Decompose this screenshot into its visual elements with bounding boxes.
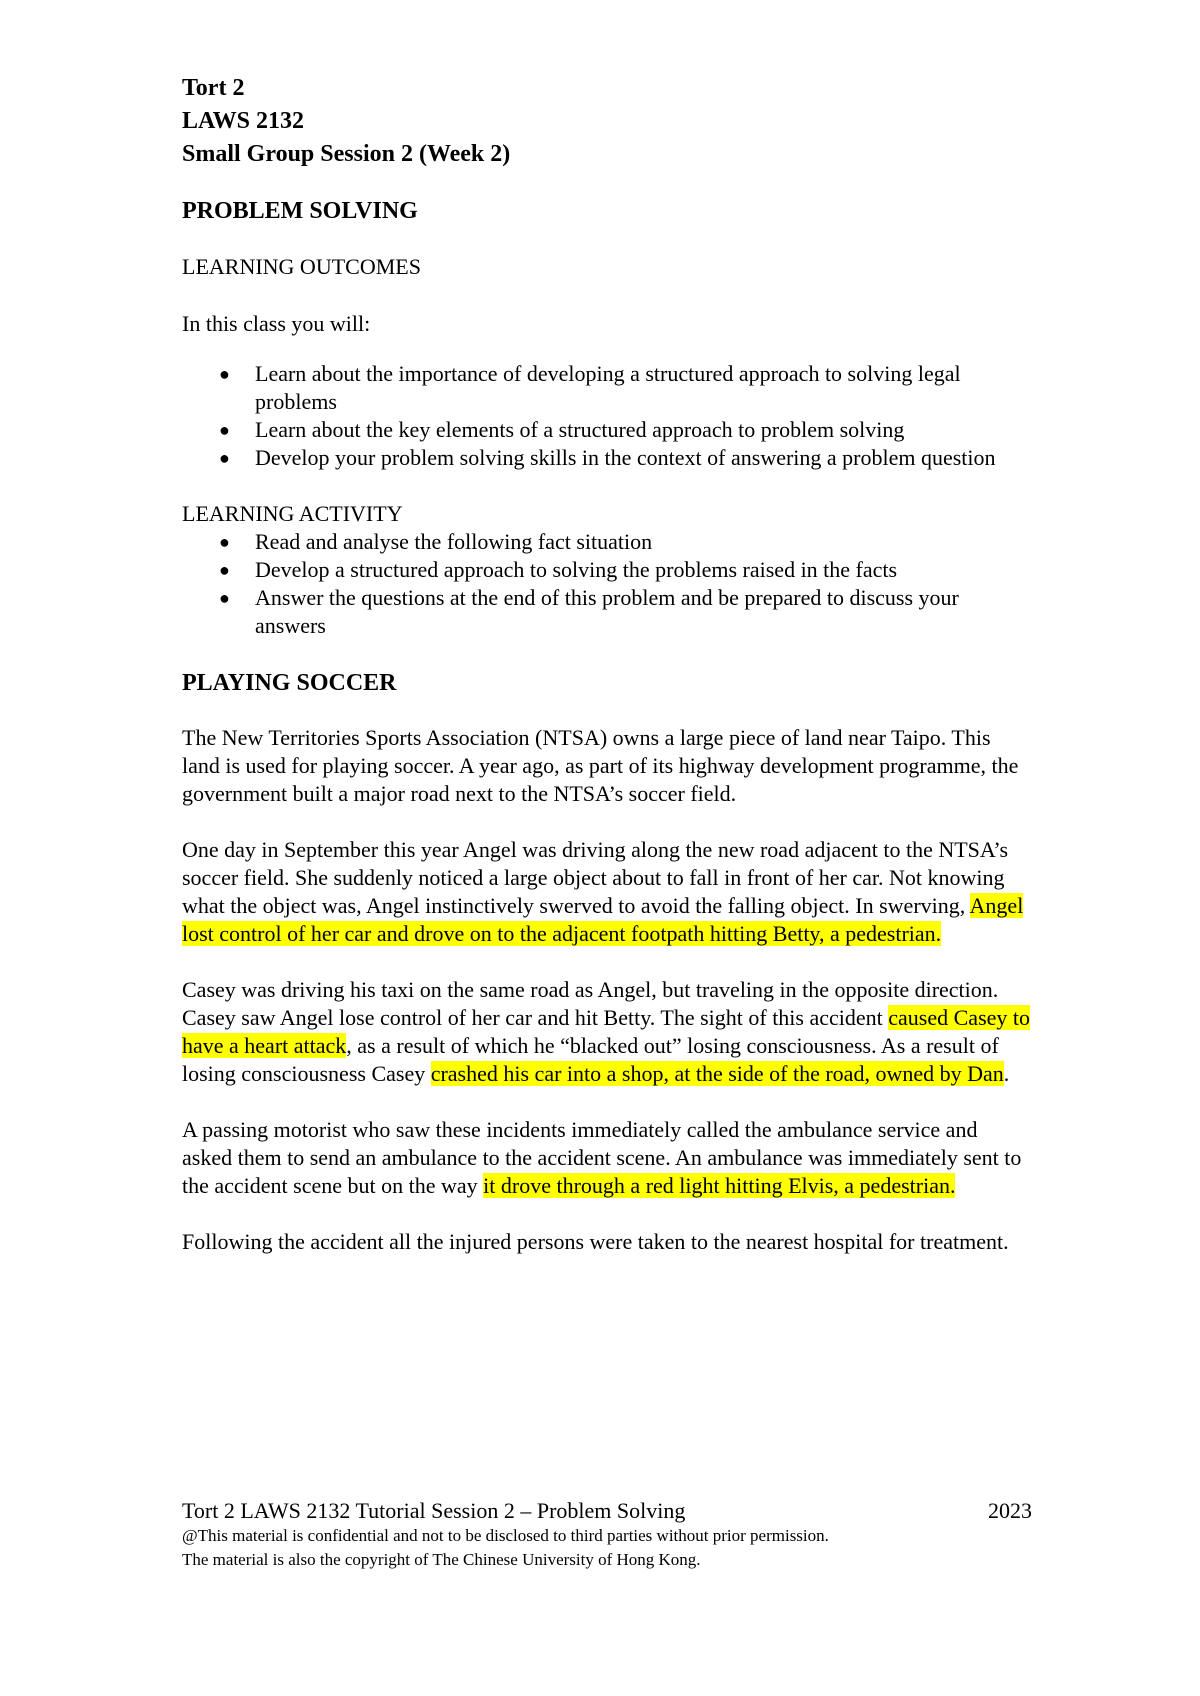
bullet-icon: ● [219,560,230,580]
bullet-icon: ● [219,364,230,384]
list-item: ● Develop a structured approach to solving the problems raised in the facts [219,557,898,582]
course-code: LAWS 2132 [182,108,305,134]
learning-activity-list [182,528,1032,640]
bullet-icon: ● [219,588,230,608]
footer-row [182,1498,1032,1524]
list-item: ● Answer the questions at the end of this problem and be prepared to discuss your answers [219,585,959,638]
footer-year: 2023 [988,1498,1032,1523]
fact-paragraph-3: Casey was driving his taxi on the same road as Angel, but traveling in the opposite direction. Casey saw Angel lose control of her car and hit Betty. The sight of this accident caused Casey to have a heart attack, as a result of which he “blacked out” losing consciousness. As a result of losing consciousness Casey crashed his car into a shop, at the side of the road, owned by Dan. [182,977,1031,1086]
learning-outcomes-list [182,360,1032,472]
list-item: ● Learn about the importance of developing a structured approach to solving legal problems [219,361,961,414]
fact-paragraph-1: The New Territories Sports Association (NTSA) owns a large piece of land near Taipo. This land is used for playing soccer. A year ago, as part of its highway development programme, the government built a major road next to the NTSA’s soccer field. [182,725,1019,806]
highlighted-text: crashed his car into a shop, at the side of the road, owned by Dan [430,1061,1004,1086]
session-title: Small Group Session 2 (Week 2) [182,141,511,167]
footer-course-label: Tort 2 LAWS 2132 Tutorial Session 2 – Problem Solving [182,1498,686,1523]
learning-activity-title: LEARNING ACTIVITY [182,501,403,526]
list-item: ● Read and analyse the following fact situation [219,529,653,554]
fact-paragraph-2: One day in September this year Angel was driving along the new road adjacent to the NTSA’s soccer field. She suddenly noticed a large object about to fall in front of her car. Not knowing what the object was, Angel instinctively swerved to avoid the falling object. In swerving, Angel lost control of her car and drove on to the adjacent footpath hitting Betty, a pedestrian. [182,837,1024,946]
highlighted-text: caused Casey to have a heart attack [182,1005,1031,1058]
list-item: ● Learn about the key elements of a structured approach to problem solving [219,417,905,442]
fact-paragraph-4: A passing motorist who saw these incidents immediately called the ambulance service and asked them to send an ambulance to the accident scene. An ambulance was immediately sent to the accident scene but on the way it drove through a red light hitting Elvis, a pedestrian. [182,1117,1022,1198]
section-title-playing-soccer: PLAYING SOCCER [182,670,397,696]
bullet-icon: ● [219,420,230,440]
bullet-icon: ● [219,532,230,552]
bullet-icon: ● [219,448,230,468]
highlighted-text: it drove through a red light hitting Elvis, a pedestrian. [483,1173,956,1198]
learning-outcomes-title: LEARNING OUTCOMES [182,254,421,279]
copyright-notice: The material is also the copyright of The Chinese University of Hong Kong. [182,1550,701,1569]
learning-outcomes-intro: In this class you will: [182,311,371,336]
section-title-problem-solving: PROBLEM SOLVING [182,198,418,224]
page-footer [182,1498,1032,1572]
document-body [182,72,1032,1256]
course-title: Tort 2 [182,75,245,101]
fact-paragraph-5: Following the accident all the injured persons were taken to the nearest hospital for treatment. [182,1229,1009,1254]
confidential-notice: @This material is confidential and not to be disclosed to third parties without prior permission. [182,1526,829,1545]
highlighted-text: Angel lost control of her car and drove on to the adjacent footpath hitting Betty, a pedestrian. [182,893,1024,946]
list-item: ● Develop your problem solving skills in the context of answering a problem question [219,445,996,470]
